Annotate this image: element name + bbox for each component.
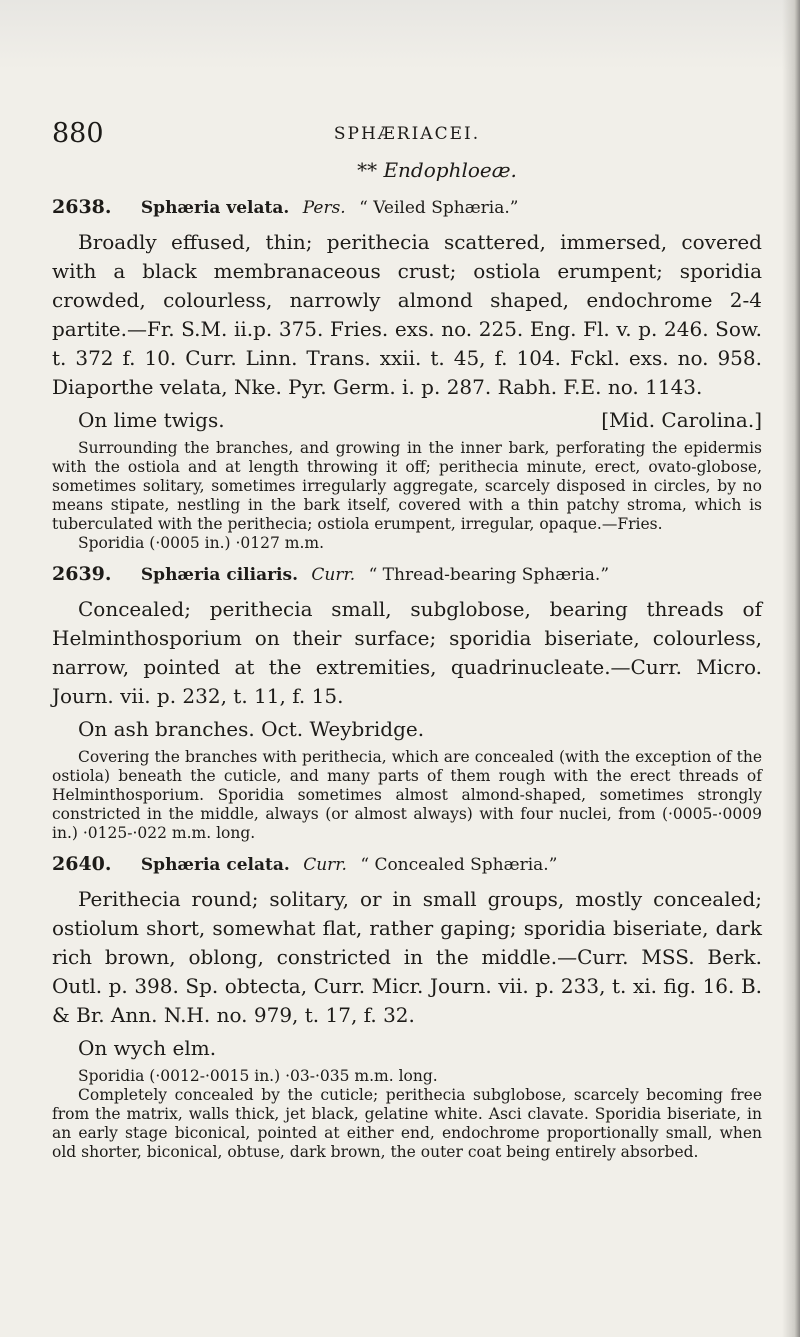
entry-number: 2639. <box>52 563 112 585</box>
scan-top-band <box>0 0 800 70</box>
entry-description: Concealed; perithecia small, subglobose, bearing threads of Helminthosporium on their surface; sporidia biseriate, colourless, narrow, pointed at the extremities, quadrinucleate.—Curr. Micro. Journ. vii. p. 232, t. 11, f. 15. <box>52 597 762 708</box>
species-entry <box>52 853 762 1162</box>
entry-note: Sporidia (·0005 in.) ·0127 m.m. <box>78 534 325 552</box>
entry-note: Completely concealed by the cuticle; perithecia subglobose, scarcely becoming free from the matrix, walls thick, jet black, gelatine white. Asci clavate. Sporidia biseriate, in an early stage biconical, pointed at either end, endochrome proportionally small, when old shorter, biconical, obtuse, dark brown, the outer coat being entirely absorbed. <box>52 1086 762 1161</box>
section-subheading: ** Endophloeæ. <box>357 158 517 182</box>
entry-note: Covering the branches with perithecia, which are concealed (with the exception of the ostiola) beneath the cuticle, and many parts of them rough with the erect threads of Helminthosporium. Sporidia sometimes almost almond-shaped, sometimes strongly constricted in the middle, always (or almost always) with four nuclei, from (·0005-·0009 in.) ·0125-·022 m.m. long. <box>52 748 762 842</box>
common-name: “ Thread-bearing Sphæria.” <box>368 565 610 585</box>
entry-number: 2638. <box>52 196 112 218</box>
entry-description: Broadly effused, thin; perithecia scattered, immersed, covered with a black membranaceous crust; ostiola erumpent; sporidia crowded, colourless, narrowly almond shaped, endochrome 2-4 partite.—Fr. S.M. ii.p. 375. Fries. exs. no. 225. Eng. Fl. v. p. 246. Sow. t. 372 f. 10. Curr. Linn. Trans. xxii. t. 45, f. 104. Fckl. exs. no. 958. Diaporthe velata, Nke. Pyr. Germ. i. p. 287. Rabh. F.E. no. 1143. <box>52 230 762 399</box>
authority: Pers. <box>302 198 346 218</box>
habitat-line <box>78 406 762 435</box>
entry-heading <box>52 563 762 585</box>
habitat-line <box>78 715 762 744</box>
region: [Mid. Carolina.] <box>601 408 762 432</box>
species-name: Sphæria velata. <box>140 198 290 218</box>
book-page <box>52 118 762 1162</box>
species-entry <box>52 196 762 553</box>
page-header <box>52 118 762 158</box>
authority: Curr. <box>311 565 356 585</box>
book-gutter-edge <box>782 0 800 1337</box>
entry-number: 2640. <box>52 853 112 875</box>
species-entry <box>52 563 762 843</box>
habitat-line <box>78 1034 762 1063</box>
authority: Curr. <box>303 855 347 875</box>
species-name: Sphæria ciliaris. <box>140 565 298 585</box>
page-number: 880 <box>52 118 104 149</box>
habitat: On ash branches. Oct. Weybridge. <box>78 717 425 741</box>
running-head: SPHÆRIACEI. <box>333 124 481 144</box>
common-name: “ Veiled Sphæria.” <box>359 198 519 218</box>
entry-heading <box>52 196 762 218</box>
entry-heading <box>52 853 762 875</box>
habitat: On lime twigs. <box>78 408 225 432</box>
entry-note: Sporidia (·0012-·0015 in.) ·03-·035 m.m. long. <box>78 1067 438 1085</box>
entry-description: Perithecia round; solitary, or in small groups, mostly concealed; ostiolum short, somewhat flat, rather gaping; sporidia biseriate, dark rich brown, oblong, constricted in the middle.—Curr. MSS. Berk. Outl. p. 398. Sp. obtecta, Curr. Micr. Journ. vii. p. 233, t. xi. fig. 16. B. & Br. Ann. N.H. no. 979, t. 17, f. 32. <box>52 887 762 1027</box>
entry-note: Surrounding the branches, and growing in the inner bark, perforating the epidermis with the ostiola and at length throwing it off; perithecia minute, erect, ovato-globose, sometimes solitary, sometimes irregularly aggregate, scarcely disposed in circles, by no means stipate, nestling in the bark itself, covered with a thin patchy stroma, which is tuberculated with the perithecia; ostiola erumpent, irregular, opaque.—Fries. <box>52 439 762 533</box>
species-name: Sphæria celata. <box>140 855 290 875</box>
habitat: On wych elm. <box>78 1036 217 1060</box>
common-name: “ Concealed Sphæria.” <box>360 855 558 875</box>
